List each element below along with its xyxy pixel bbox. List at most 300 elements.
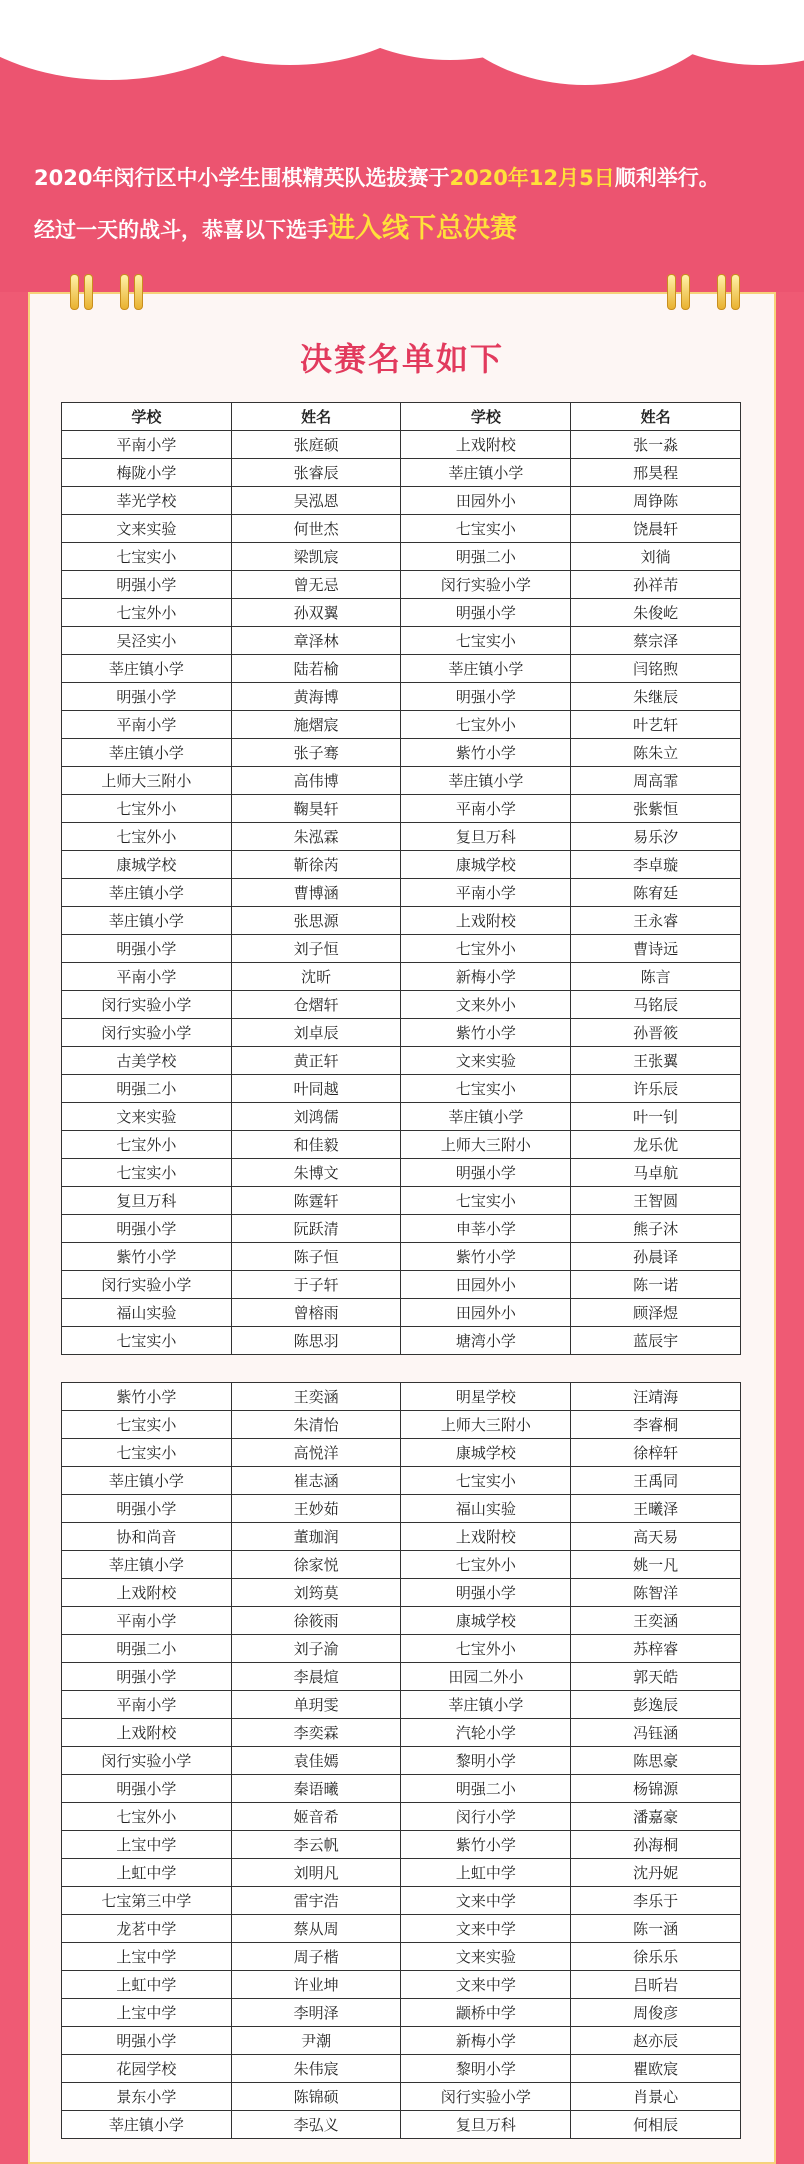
name-cell: 李明泽 xyxy=(231,1999,401,2027)
school-cell: 平南小学 xyxy=(62,963,232,991)
school-cell: 明星学校 xyxy=(401,1383,571,1411)
name-cell: 袁佳嫣 xyxy=(231,1747,401,1775)
name-cell: 闫铭煦 xyxy=(571,655,741,683)
table-row xyxy=(62,1803,741,1831)
name-cell: 陈宥廷 xyxy=(571,879,741,907)
name-cell: 朱俊屹 xyxy=(571,599,741,627)
school-cell: 七宝实小 xyxy=(401,627,571,655)
name-cell: 蓝辰宇 xyxy=(571,1327,741,1355)
binder-clip xyxy=(70,274,79,310)
school-cell: 协和尚音 xyxy=(62,1523,232,1551)
name-cell: 何相辰 xyxy=(571,2111,741,2139)
name-cell: 许乐辰 xyxy=(571,1075,741,1103)
table-row xyxy=(62,711,741,739)
school-cell: 莘庄镇小学 xyxy=(62,739,232,767)
table-row xyxy=(62,1327,741,1355)
table-row xyxy=(62,487,741,515)
school-cell: 明强小学 xyxy=(401,1579,571,1607)
announcement-line-2 xyxy=(34,206,517,245)
table-row xyxy=(62,1523,741,1551)
table-row xyxy=(62,1103,741,1131)
table-row xyxy=(62,543,741,571)
school-cell: 七宝外小 xyxy=(62,599,232,627)
name-cell: 王永睿 xyxy=(571,907,741,935)
name-cell: 陈霆轩 xyxy=(231,1187,401,1215)
school-cell: 明强小学 xyxy=(62,1215,232,1243)
school-cell: 平南小学 xyxy=(401,795,571,823)
name-cell: 高伟博 xyxy=(231,767,401,795)
header-school: 学校 xyxy=(401,403,571,431)
school-cell: 闵行实验小学 xyxy=(401,571,571,599)
name-cell: 郭天皓 xyxy=(571,1663,741,1691)
school-cell: 明强小学 xyxy=(401,683,571,711)
name-cell: 梁凯宸 xyxy=(231,543,401,571)
school-cell: 紫竹小学 xyxy=(62,1383,232,1411)
school-cell: 莘庄镇小学 xyxy=(62,879,232,907)
table-row xyxy=(62,1299,741,1327)
school-cell: 明强二小 xyxy=(401,543,571,571)
school-cell: 莘庄镇小学 xyxy=(62,1551,232,1579)
school-cell: 七宝外小 xyxy=(401,1635,571,1663)
name-cell: 瞿欧宸 xyxy=(571,2055,741,2083)
school-cell: 上戏附校 xyxy=(401,1523,571,1551)
school-cell: 明强二小 xyxy=(62,1075,232,1103)
name-cell: 徐家悦 xyxy=(231,1551,401,1579)
table-row xyxy=(62,571,741,599)
table-row xyxy=(62,739,741,767)
name-cell: 曾无忌 xyxy=(231,571,401,599)
name-cell: 李晨煊 xyxy=(231,1663,401,1691)
school-cell: 明强小学 xyxy=(401,1159,571,1187)
table-row xyxy=(62,1915,741,1943)
finalist-panel xyxy=(28,292,776,2164)
name-cell: 阮跃清 xyxy=(231,1215,401,1243)
name-cell: 陈朱立 xyxy=(571,739,741,767)
table-row xyxy=(62,2055,741,2083)
name-cell: 马铭辰 xyxy=(571,991,741,1019)
name-cell: 邢昊程 xyxy=(571,459,741,487)
school-cell: 上虹中学 xyxy=(62,1971,232,1999)
event-date: 2020年12月5日 xyxy=(449,166,615,190)
name-cell: 陈智洋 xyxy=(571,1579,741,1607)
name-cell: 陈锦硕 xyxy=(231,2083,401,2111)
school-cell: 莘庄镇小学 xyxy=(62,1467,232,1495)
school-cell: 花园学校 xyxy=(62,2055,232,2083)
table-row xyxy=(62,1243,741,1271)
school-cell: 复旦万科 xyxy=(62,1187,232,1215)
name-cell: 叶艺轩 xyxy=(571,711,741,739)
school-cell: 七宝实小 xyxy=(62,1411,232,1439)
name-cell: 李乐于 xyxy=(571,1887,741,1915)
name-cell: 施熠宸 xyxy=(231,711,401,739)
table-row xyxy=(62,1775,741,1803)
school-cell: 闵行小学 xyxy=(401,1803,571,1831)
table-row xyxy=(62,1215,741,1243)
table-row xyxy=(62,1159,741,1187)
name-cell: 雷宇浩 xyxy=(231,1887,401,1915)
name-cell: 沈昕 xyxy=(231,963,401,991)
name-cell: 王妙茹 xyxy=(231,1495,401,1523)
school-cell: 莘庄镇小学 xyxy=(62,2111,232,2139)
school-cell: 文来实验 xyxy=(401,1943,571,1971)
name-cell: 陈思豪 xyxy=(571,1747,741,1775)
name-cell: 徐梓轩 xyxy=(571,1439,741,1467)
school-cell: 上宝中学 xyxy=(62,1831,232,1859)
school-cell: 黎明小学 xyxy=(401,1747,571,1775)
name-cell: 彭逸辰 xyxy=(571,1691,741,1719)
name-cell: 易乐汐 xyxy=(571,823,741,851)
name-cell: 朱继辰 xyxy=(571,683,741,711)
school-cell: 明强小学 xyxy=(62,683,232,711)
school-cell: 七宝实小 xyxy=(62,1159,232,1187)
table-row xyxy=(62,935,741,963)
school-cell: 复旦万科 xyxy=(401,2111,571,2139)
name-cell: 李卓璇 xyxy=(571,851,741,879)
name-cell: 朱伟宸 xyxy=(231,2055,401,2083)
table-row xyxy=(62,991,741,1019)
school-cell: 明强小学 xyxy=(62,1663,232,1691)
name-cell: 朱清怡 xyxy=(231,1411,401,1439)
name-cell: 顾泽煜 xyxy=(571,1299,741,1327)
name-cell: 李睿桐 xyxy=(571,1411,741,1439)
school-cell: 福山实验 xyxy=(401,1495,571,1523)
table-row xyxy=(62,599,741,627)
table-row xyxy=(62,907,741,935)
name-cell: 姚一凡 xyxy=(571,1551,741,1579)
finalist-table-2 xyxy=(61,1382,741,2139)
name-cell: 张子骞 xyxy=(231,739,401,767)
binder-clip xyxy=(84,274,93,310)
table-row xyxy=(62,1943,741,1971)
name-cell: 王张翼 xyxy=(571,1047,741,1075)
school-cell: 七宝外小 xyxy=(62,795,232,823)
name-cell: 陈言 xyxy=(571,963,741,991)
announcement-line-1 xyxy=(34,162,720,192)
school-cell: 申莘小学 xyxy=(401,1215,571,1243)
school-cell: 闵行实验小学 xyxy=(62,991,232,1019)
school-cell: 明强二小 xyxy=(62,1635,232,1663)
name-cell: 章泽林 xyxy=(231,627,401,655)
name-cell: 刘子渝 xyxy=(231,1635,401,1663)
school-cell: 福山实验 xyxy=(62,1299,232,1327)
school-cell: 莘庄镇小学 xyxy=(401,767,571,795)
binder-clip xyxy=(667,274,676,310)
school-cell: 七宝实小 xyxy=(401,515,571,543)
school-cell: 七宝外小 xyxy=(62,1131,232,1159)
name-cell: 高天易 xyxy=(571,1523,741,1551)
name-cell: 孙晨译 xyxy=(571,1243,741,1271)
table-row xyxy=(62,1495,741,1523)
school-cell: 复旦万科 xyxy=(401,823,571,851)
school-cell: 平南小学 xyxy=(62,431,232,459)
name-cell: 陈子恒 xyxy=(231,1243,401,1271)
name-cell: 刘徜 xyxy=(571,543,741,571)
school-cell: 莘庄镇小学 xyxy=(401,655,571,683)
name-cell: 曹博涵 xyxy=(231,879,401,907)
name-cell: 徐筱雨 xyxy=(231,1607,401,1635)
school-cell: 康城学校 xyxy=(62,851,232,879)
school-cell: 莘光学校 xyxy=(62,487,232,515)
name-cell: 姬音希 xyxy=(231,1803,401,1831)
name-cell: 刘子恒 xyxy=(231,935,401,963)
table-row xyxy=(62,1187,741,1215)
table-row xyxy=(62,515,741,543)
table-row xyxy=(62,1383,741,1411)
school-cell: 明强小学 xyxy=(62,935,232,963)
school-cell: 莘庄镇小学 xyxy=(401,459,571,487)
school-cell: 文来中学 xyxy=(401,1915,571,1943)
school-cell: 康城学校 xyxy=(401,1607,571,1635)
name-cell: 叶一钊 xyxy=(571,1103,741,1131)
name-cell: 曹诗远 xyxy=(571,935,741,963)
table-row xyxy=(62,1831,741,1859)
binder-clip xyxy=(120,274,129,310)
table-row xyxy=(62,1075,741,1103)
name-cell: 龙乐优 xyxy=(571,1131,741,1159)
name-cell: 黄正轩 xyxy=(231,1047,401,1075)
name-cell: 刘卓辰 xyxy=(231,1019,401,1047)
school-cell: 明强小学 xyxy=(62,1495,232,1523)
school-cell: 明强小学 xyxy=(401,599,571,627)
school-cell: 田园外小 xyxy=(401,1299,571,1327)
table-row xyxy=(62,1467,741,1495)
school-cell: 文来外小 xyxy=(401,991,571,1019)
cloud-shape xyxy=(0,0,804,30)
table-row xyxy=(62,1411,741,1439)
header-band xyxy=(0,0,804,292)
name-cell: 高悦洋 xyxy=(231,1439,401,1467)
table-row xyxy=(62,2083,741,2111)
name-cell: 孙双翼 xyxy=(231,599,401,627)
school-cell: 上戏附校 xyxy=(401,431,571,459)
name-cell: 曾榕雨 xyxy=(231,1299,401,1327)
table-row xyxy=(62,1719,741,1747)
name-cell: 冯钰涵 xyxy=(571,1719,741,1747)
name-cell: 董珈润 xyxy=(231,1523,401,1551)
school-cell: 吴泾实小 xyxy=(62,627,232,655)
table-row xyxy=(62,1663,741,1691)
school-cell: 莘庄镇小学 xyxy=(62,907,232,935)
school-cell: 明强二小 xyxy=(401,1775,571,1803)
school-cell: 平南小学 xyxy=(62,1691,232,1719)
school-cell: 上师大三附小 xyxy=(401,1411,571,1439)
school-cell: 平南小学 xyxy=(62,711,232,739)
school-cell: 明强小学 xyxy=(62,2027,232,2055)
name-cell: 肖景心 xyxy=(571,2083,741,2111)
name-cell: 朱泓霖 xyxy=(231,823,401,851)
name-cell: 李奕霖 xyxy=(231,1719,401,1747)
school-cell: 新梅小学 xyxy=(401,963,571,991)
school-cell: 七宝外小 xyxy=(62,823,232,851)
table-row xyxy=(62,879,741,907)
school-cell: 七宝外小 xyxy=(401,935,571,963)
name-cell: 周俊彦 xyxy=(571,1999,741,2027)
table-header-row xyxy=(62,403,741,431)
name-cell: 吕昕岩 xyxy=(571,1971,741,1999)
name-cell: 和佳毅 xyxy=(231,1131,401,1159)
name-cell: 朱博文 xyxy=(231,1159,401,1187)
school-cell: 平南小学 xyxy=(401,879,571,907)
name-cell: 沈丹妮 xyxy=(571,1859,741,1887)
table-row xyxy=(62,1551,741,1579)
name-cell: 徐乐乐 xyxy=(571,1943,741,1971)
table-row xyxy=(62,823,741,851)
binder-clip xyxy=(717,274,726,310)
school-cell: 紫竹小学 xyxy=(401,1019,571,1047)
table-row xyxy=(62,1271,741,1299)
name-cell: 熊子沐 xyxy=(571,1215,741,1243)
name-cell: 尹潮 xyxy=(231,2027,401,2055)
school-cell: 上戏附校 xyxy=(62,1579,232,1607)
school-cell: 文来中学 xyxy=(401,1971,571,1999)
name-cell: 苏梓睿 xyxy=(571,1635,741,1663)
school-cell: 古美学校 xyxy=(62,1047,232,1075)
table-row xyxy=(62,1887,741,1915)
finalist-table-1 xyxy=(61,402,741,1355)
school-cell: 七宝实小 xyxy=(401,1467,571,1495)
school-cell: 紫竹小学 xyxy=(401,1831,571,1859)
header-school: 学校 xyxy=(62,403,232,431)
name-cell: 刘鸿儒 xyxy=(231,1103,401,1131)
name-cell: 何世杰 xyxy=(231,515,401,543)
name-cell: 王禹同 xyxy=(571,1467,741,1495)
name-cell: 张一淼 xyxy=(571,431,741,459)
header-name: 姓名 xyxy=(231,403,401,431)
school-cell: 龙茗中学 xyxy=(62,1915,232,1943)
school-cell: 文来实验 xyxy=(62,1103,232,1131)
table-row xyxy=(62,1635,741,1663)
school-cell: 平南小学 xyxy=(62,1607,232,1635)
name-cell: 黄海博 xyxy=(231,683,401,711)
name-cell: 李弘义 xyxy=(231,2111,401,2139)
name-cell: 张睿辰 xyxy=(231,459,401,487)
name-cell: 孙晋筱 xyxy=(571,1019,741,1047)
name-cell: 周铮陈 xyxy=(571,487,741,515)
panel-title: 决赛名单如下 xyxy=(299,340,504,378)
table-row xyxy=(62,1131,741,1159)
announcement-text: 2020年闵行区中小学生围棋精英队选拔赛于 xyxy=(34,166,450,190)
name-cell: 张思源 xyxy=(231,907,401,935)
name-cell: 张紫恒 xyxy=(571,795,741,823)
name-cell: 陈一涵 xyxy=(571,1915,741,1943)
binder-clip xyxy=(681,274,690,310)
name-cell: 刘明凡 xyxy=(231,1859,401,1887)
school-cell: 汽轮小学 xyxy=(401,1719,571,1747)
name-cell: 单玥雯 xyxy=(231,1691,401,1719)
table-row xyxy=(62,431,741,459)
name-cell: 饶晨轩 xyxy=(571,515,741,543)
table-row xyxy=(62,627,741,655)
name-cell: 叶同越 xyxy=(231,1075,401,1103)
name-cell: 秦语曦 xyxy=(231,1775,401,1803)
name-cell: 崔志涵 xyxy=(231,1467,401,1495)
school-cell: 新梅小学 xyxy=(401,2027,571,2055)
name-cell: 蔡宗泽 xyxy=(571,627,741,655)
name-cell: 杨锦源 xyxy=(571,1775,741,1803)
name-cell: 仓熠轩 xyxy=(231,991,401,1019)
header-name: 姓名 xyxy=(571,403,741,431)
table-row xyxy=(62,1971,741,1999)
name-cell: 陈一诺 xyxy=(571,1271,741,1299)
name-cell: 许业坤 xyxy=(231,1971,401,1999)
school-cell: 闵行实验小学 xyxy=(62,1019,232,1047)
table-row xyxy=(62,2111,741,2139)
school-cell: 上戏附校 xyxy=(401,907,571,935)
school-cell: 七宝外小 xyxy=(401,711,571,739)
school-cell: 明强小学 xyxy=(62,571,232,599)
school-cell: 田园二外小 xyxy=(401,1663,571,1691)
school-cell: 上虹中学 xyxy=(62,1859,232,1887)
table-row xyxy=(62,767,741,795)
school-cell: 田园外小 xyxy=(401,1271,571,1299)
table-row xyxy=(62,683,741,711)
table-row xyxy=(62,1019,741,1047)
school-cell: 紫竹小学 xyxy=(62,1243,232,1271)
school-cell: 莘庄镇小学 xyxy=(401,1691,571,1719)
table-row xyxy=(62,1859,741,1887)
school-cell: 七宝外小 xyxy=(62,1803,232,1831)
school-cell: 紫竹小学 xyxy=(401,739,571,767)
school-cell: 上戏附校 xyxy=(62,1719,232,1747)
name-cell: 李云帆 xyxy=(231,1831,401,1859)
name-cell: 于子轩 xyxy=(231,1271,401,1299)
school-cell: 闵行实验小学 xyxy=(62,1271,232,1299)
table-row xyxy=(62,1607,741,1635)
name-cell: 王奕涵 xyxy=(231,1383,401,1411)
finals-highlight: 进入线下总决赛 xyxy=(328,213,517,244)
school-cell: 七宝实小 xyxy=(62,543,232,571)
name-cell: 孙祥芾 xyxy=(571,571,741,599)
name-cell: 刘筠莫 xyxy=(231,1579,401,1607)
school-cell: 七宝实小 xyxy=(401,1075,571,1103)
announcement-text: 顺利举行。 xyxy=(614,166,720,190)
name-cell: 赵亦辰 xyxy=(571,2027,741,2055)
table-row xyxy=(62,1439,741,1467)
school-cell: 七宝实小 xyxy=(401,1187,571,1215)
school-cell: 康城学校 xyxy=(401,851,571,879)
school-cell: 上师大三附小 xyxy=(401,1131,571,1159)
table-row xyxy=(62,963,741,991)
school-cell: 七宝外小 xyxy=(401,1551,571,1579)
table-row xyxy=(62,851,741,879)
school-cell: 景东小学 xyxy=(62,2083,232,2111)
school-cell: 闵行实验小学 xyxy=(62,1747,232,1775)
school-cell: 文来中学 xyxy=(401,1887,571,1915)
school-cell: 七宝第三中学 xyxy=(62,1887,232,1915)
table-row xyxy=(62,655,741,683)
table-row xyxy=(62,1691,741,1719)
name-cell: 马卓航 xyxy=(571,1159,741,1187)
name-cell: 鞠昊轩 xyxy=(231,795,401,823)
name-cell: 周高霏 xyxy=(571,767,741,795)
name-cell: 潘嘉豪 xyxy=(571,1803,741,1831)
school-cell: 上虹中学 xyxy=(401,1859,571,1887)
school-cell: 上师大三附小 xyxy=(62,767,232,795)
school-cell: 梅陇小学 xyxy=(62,459,232,487)
school-cell: 七宝实小 xyxy=(62,1327,232,1355)
school-cell: 文来实验 xyxy=(401,1047,571,1075)
school-cell: 紫竹小学 xyxy=(401,1243,571,1271)
table-row xyxy=(62,459,741,487)
school-cell: 明强小学 xyxy=(62,1775,232,1803)
name-cell: 王智圆 xyxy=(571,1187,741,1215)
name-cell: 蔡从周 xyxy=(231,1915,401,1943)
school-cell: 康城学校 xyxy=(401,1439,571,1467)
binder-clip xyxy=(731,274,740,310)
name-cell: 吴泓恩 xyxy=(231,487,401,515)
table-row xyxy=(62,2027,741,2055)
name-cell: 张庭硕 xyxy=(231,431,401,459)
